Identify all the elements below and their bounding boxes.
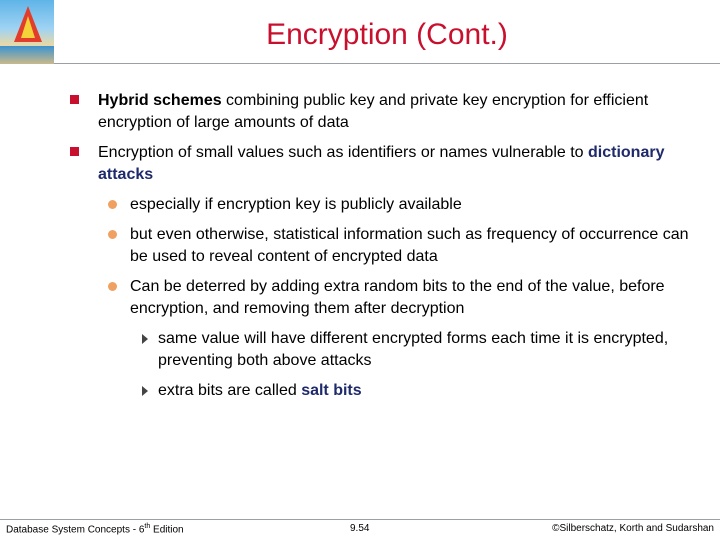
logo-sail-stripe xyxy=(21,16,35,38)
circle-bullet-icon xyxy=(108,200,117,209)
square-bullet-icon xyxy=(70,147,79,156)
subbullet-random-bits xyxy=(70,276,690,320)
subsubbullet-salt-bits xyxy=(70,380,690,402)
dictionary-attacks-term: dictionary attacks xyxy=(98,144,665,183)
subbullet-statistical-info xyxy=(70,224,690,268)
salt-bits-term: salt bits xyxy=(301,382,362,399)
footer-course-sup: th xyxy=(144,523,151,530)
square-bullet-icon xyxy=(70,95,79,104)
triangle-bullet-icon xyxy=(142,386,148,396)
circle-bullet-icon xyxy=(108,282,117,291)
statistical-info-text: but even otherwise, statistical information such as frequency of occurrence can be used to reveal content of encrypted data xyxy=(130,226,689,265)
footer-course xyxy=(6,523,184,535)
title-divider xyxy=(54,63,720,64)
subbullet-public-key xyxy=(70,194,690,216)
footer-page-number: 9.54 xyxy=(350,523,370,534)
hybrid-schemes-term: Hybrid schemes xyxy=(98,92,222,109)
footer-divider xyxy=(0,519,720,520)
hybrid-schemes-text: combining public key and private key encryption for efficient encryption of large amounts of data xyxy=(98,92,649,131)
public-key-text: especially if encryption key is publicly available xyxy=(130,196,462,213)
slide-content xyxy=(70,90,690,410)
slide-title: Encryption (Cont.) xyxy=(266,18,508,51)
different-forms-text: same value will have different encrypted forms each time it is encrypted, preventing both above attacks xyxy=(158,330,669,369)
footer-course-suffix: Edition xyxy=(150,524,184,536)
logo-image xyxy=(0,0,54,64)
circle-bullet-icon xyxy=(108,230,117,239)
triangle-bullet-icon xyxy=(142,334,148,344)
bullet-small-values xyxy=(70,142,690,186)
random-bits-text: Can be deterred by adding extra random bits to the end of the value, before encryption, and removing them after decryption xyxy=(130,278,665,317)
footer-copyright: ©Silberschatz, Korth and Sudarshan xyxy=(552,523,714,534)
salt-bits-text: extra bits are called xyxy=(158,382,302,399)
subsubbullet-different-forms xyxy=(70,328,690,372)
logo-sea xyxy=(0,46,54,64)
footer-course-prefix: Database System Concepts - 6 xyxy=(6,524,145,536)
small-values-text: Encryption of small values such as identifiers or names vulnerable to xyxy=(98,144,589,161)
bullet-hybrid-schemes xyxy=(70,90,690,134)
